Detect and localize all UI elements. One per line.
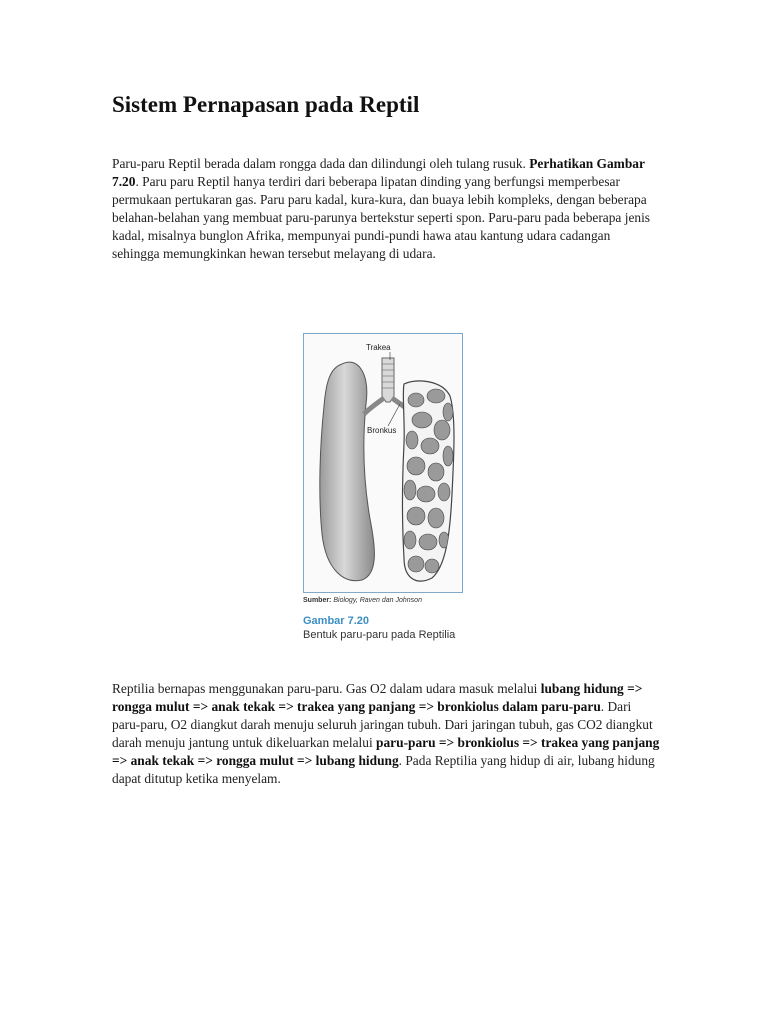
figure-reference: Perhatikan Gambar 7.20: [112, 156, 645, 190]
text-span: Reptilia bernapas menggunakan paru-paru. Gas O2 dalam udara masuk melalui: [112, 681, 541, 696]
text-span: . Dari paru-paru, O2 diangkut darah menuju seluruh jaringan tubuh. Dari jaringan tubuh, gas CO2 diangkut darah menuju jantung untuk dikeluarkan melalui: [112, 699, 653, 751]
trachea-shape: [382, 358, 394, 402]
reptile-lung-illustration: [304, 334, 462, 592]
label-trakea: Trakea: [366, 343, 391, 352]
text-span: Paru-paru Reptil berada dalam rongga dada dan dilindungi oleh tulang rusuk.: [112, 156, 530, 171]
paragraph-respiration-path: [112, 680, 660, 789]
exhale-path: paru-paru => bronkiolus => trakea yang panjang => anak tekak => rongga mulut => lubang hidung: [112, 735, 660, 769]
figure-number: Gambar 7.20: [303, 615, 370, 627]
text-span: . Paru paru Reptil hanya terdiri dari beberapa lipatan dinding yang berfungsi memperbesar permukaan pertukaran gas. Paru paru kadal, kura-kura, dan buaya lebih kompleks, dengan beberapa belahan-belahan yang membuat paru-parunya bertekstur seperti spon. Paru-paru pada beberapa jenis kadal, misalnya bunglon Afrika, mempunyai pundi-pundi hawa atau kantung udara cadangan sehingga memungkinkan hewan tersebut melayang di udara.: [112, 174, 651, 262]
source-text: Biology, Raven dan Johnson: [333, 597, 422, 604]
bronchus-left: [364, 398, 384, 414]
figure-frame: [303, 333, 463, 593]
lung-figure: [303, 333, 463, 639]
label-bronkus: Bronkus: [367, 426, 397, 435]
figure-source: [303, 597, 422, 604]
left-lung-shape: [320, 362, 375, 581]
text-span: . Pada Reptilia yang hidup di air, lubang hidung dapat ditutup ketika menyelam.: [112, 753, 655, 787]
source-label: Sumber:: [303, 597, 332, 604]
inhale-path: lubang hidung => rongga mulut => anak tekak => trakea yang panjang => bronkiolus dalam paru-paru: [112, 681, 643, 715]
page-title: Sistem Pernapasan pada Reptil: [112, 92, 420, 117]
paragraph-lung-description: [112, 155, 660, 264]
figure-caption: Bentuk paru-paru pada Reptilia: [303, 629, 456, 641]
